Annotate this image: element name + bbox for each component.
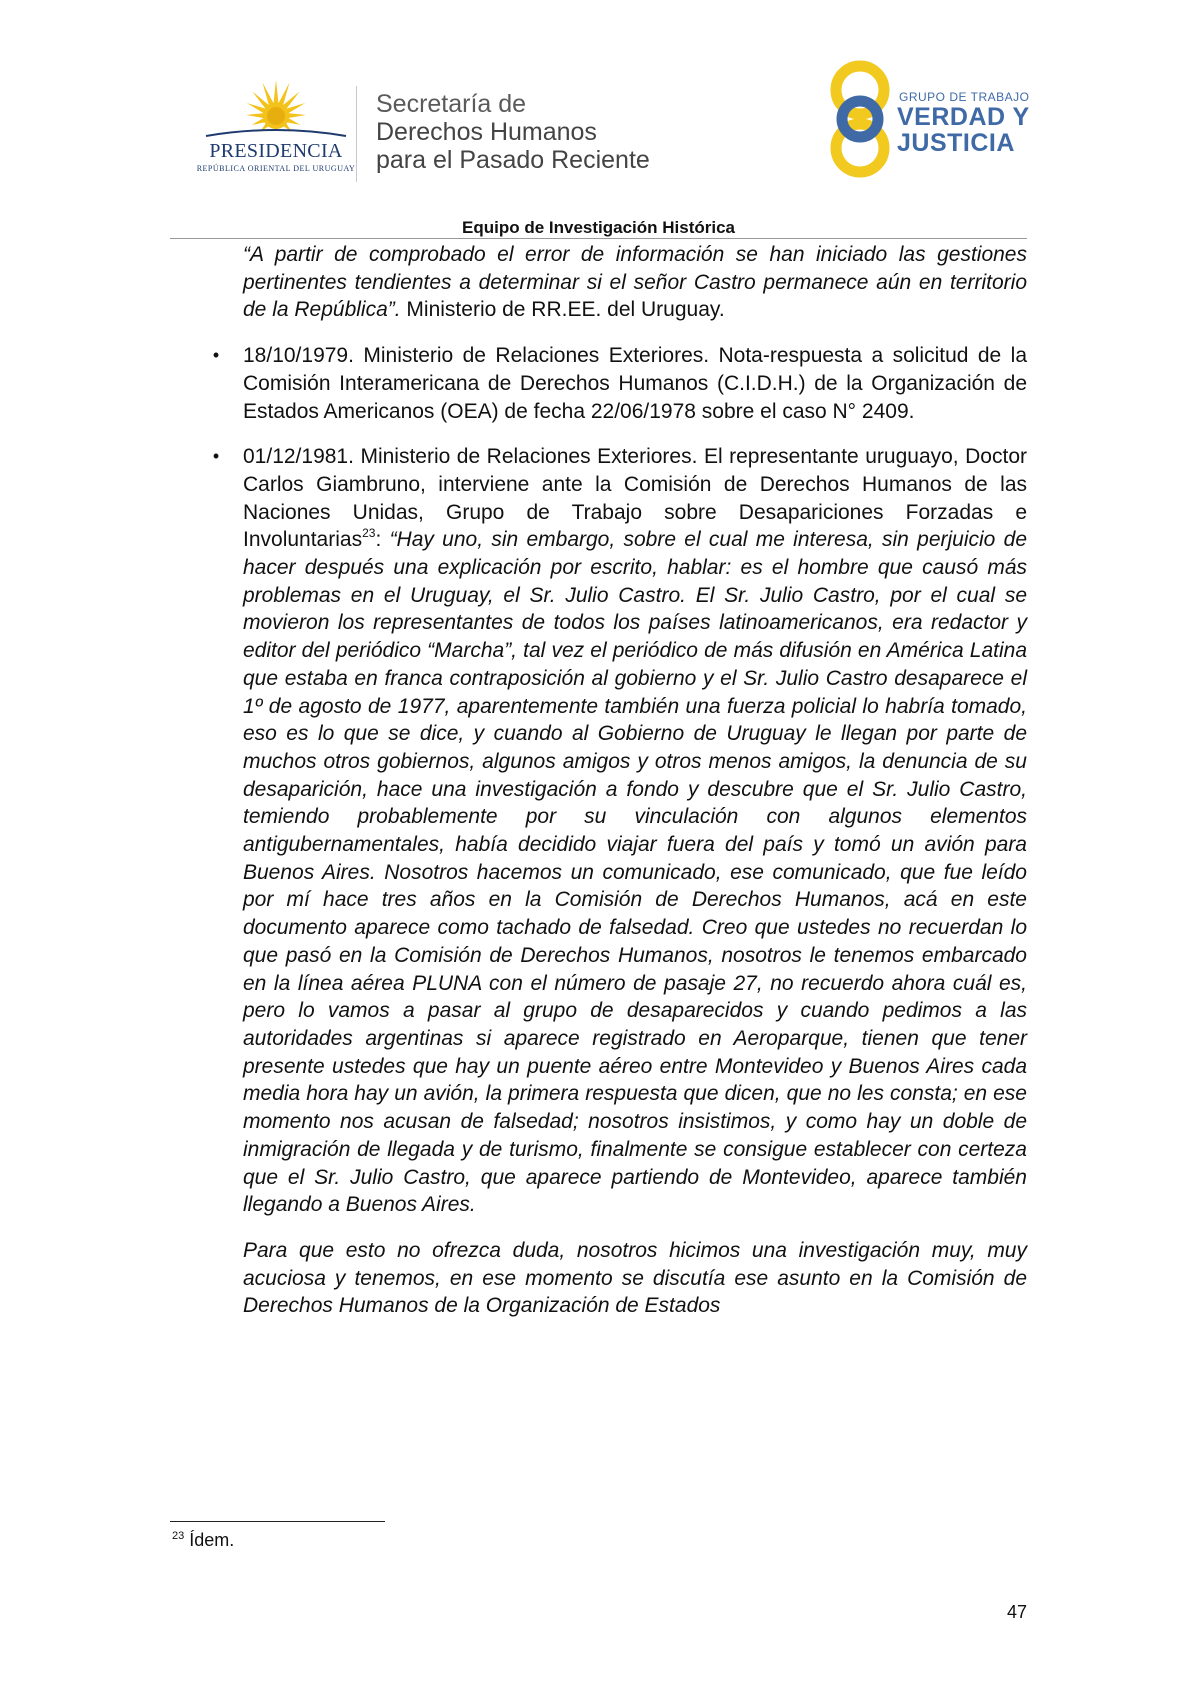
verdad-justicia-rings-logo-icon (820, 56, 900, 182)
quote-source: Ministerio de RR.EE. del Uruguay. (400, 298, 725, 322)
footnote-reference[interactable]: 23 (362, 526, 376, 541)
presidencia-name: PRESIDENCIA (209, 140, 343, 162)
quote-italic: “A partir de comprobado el error de información se han iniciado las gestiones pertinentes tendientes a determinar si el señor Castro permanece aún en territorio de la República”. (243, 243, 1027, 322)
final-paragraph (243, 1237, 1027, 1320)
secretaria-name (376, 90, 650, 174)
header-rule (170, 238, 1027, 239)
list-item (212, 342, 1027, 425)
footnote-separator (170, 1521, 385, 1522)
bullet-text: 18/10/1979. Ministerio de Relaciones Exteriores. Nota-respuesta a solicitud de la Comisión Interamericana de Derechos Humanos (C.I.D.H.) de la Organización de Estados Americanos (OEA) de fecha 22/06/1978 sobre el caso N° 2409. (243, 344, 1027, 423)
bullet-colon: : (375, 528, 390, 552)
page-number: 47 (1006, 1602, 1027, 1622)
quote-paragraph (243, 241, 1027, 324)
document-body (212, 241, 1027, 1320)
page-header (0, 0, 1190, 240)
header-divider (356, 86, 357, 182)
verdad-justicia-title (897, 104, 1030, 156)
footnote (172, 1530, 234, 1551)
secretaria-line-1: Secretaría de (376, 90, 527, 118)
list-item (212, 443, 1027, 1219)
bullet-quote: “Hay uno, sin embargo, sobre el cual me interesa, sin perjuicio de hacer después una explicación por escrito, hablar: es el hombre que causó más problemas en el Uruguay, el Sr. Julio Castro. El Sr. Julio Castro, por el cual se movieron los representantes de todos los países latinoamericanos, era redactor y editor del periódico “Marcha”, tal vez el periódico de más difusión en América Latina que estaba en franca contraposición al gobierno y el Sr. Julio Castro desaparece el 1º de agosto de 1977, aparentemente también una fuerza policial lo habría tomado, eso es lo que se dice, y cuando al Gobierno de Uruguay le llegan por parte de muchos otros gobiernos, algunos amigos y otros menos amigos, la denuncia de su desaparición, hace una investigación a fondo y descubre que el Sr. Julio Castro, temiendo probablemente por su vinculación con algunos elementos antigubernamentales, había decidido viajar fuera del país y tomó un avión para Buenos Aires. Nosotros hacemos un comunicado, ese comunicado, que fue leído por mí hace tres años en la Comisión de Derechos Humanos, acá en este documento aparece como tachado de falsedad. Creo que ustedes no recuerdan lo que pasó en la Comisión de Derechos Humanos, nosotros le tenemos embarcado en la línea aérea PLUNA con el número de pasaje 27, no recuerdo ahora cuál es, pero lo vamos a pasar al grupo de desaparecidos y cuando pedimos a las autoridades argentinas si aparece registrado en Aeroparque, tienen que tener presente ustedes que hay un puente aéreo entre Montevideo y Buenos Aires cada media hora hay un avión, la primera respuesta que dicen, que no les consta; en ese momento nos acusan de falsedad; nosotros insistimos, y como hay un doble de inmigración de llegada y de turismo, finalmente se consigue establecer con certeza que el Sr. Julio Castro, que aparece partiendo de Montevideo, aparece también llegando a Buenos Aires. (243, 528, 1027, 1217)
justicia-label: JUSTICIA (897, 129, 1015, 157)
footnote-number: 23 (172, 1530, 185, 1542)
grupo-trabajo-label: GRUPO DE TRABAJO (899, 90, 1030, 104)
secretaria-line-2: Derechos Humanos (376, 118, 597, 146)
bullet-icon: • (212, 345, 220, 366)
bullet-intro: 01/12/1981. Ministerio de Relaciones Exteriores. El representante uruguayo, Doctor Carlos Giambruno, interviene ante la Comisión de Derechos Humanos de las Naciones Unidas, Grupo de Trabajo sobre Desapariciones Forzadas e Involuntarias (243, 445, 1027, 552)
verdad-label: VERDAD Y (897, 103, 1030, 131)
bullet-icon: • (212, 446, 220, 467)
footnote-text: Ídem. (184, 1530, 235, 1550)
bullet-text (243, 443, 1027, 1219)
final-paragraph-text: Para que esto no ofrezca duda, nosotros hicimos una investigación muy, muy acuciosa y tenemos, en ese momento se discutía ese asunto en la Comisión de Derechos Humanos de la Organización de Estados (243, 1238, 1027, 1318)
team-title: Equipo de Investigación Histórica (462, 218, 735, 237)
presidencia-subtitle: REPÚBLICA ORIENTAL DEL URUGUAY (196, 164, 356, 173)
secretaria-line-3: para el Pasado Reciente (376, 146, 650, 174)
